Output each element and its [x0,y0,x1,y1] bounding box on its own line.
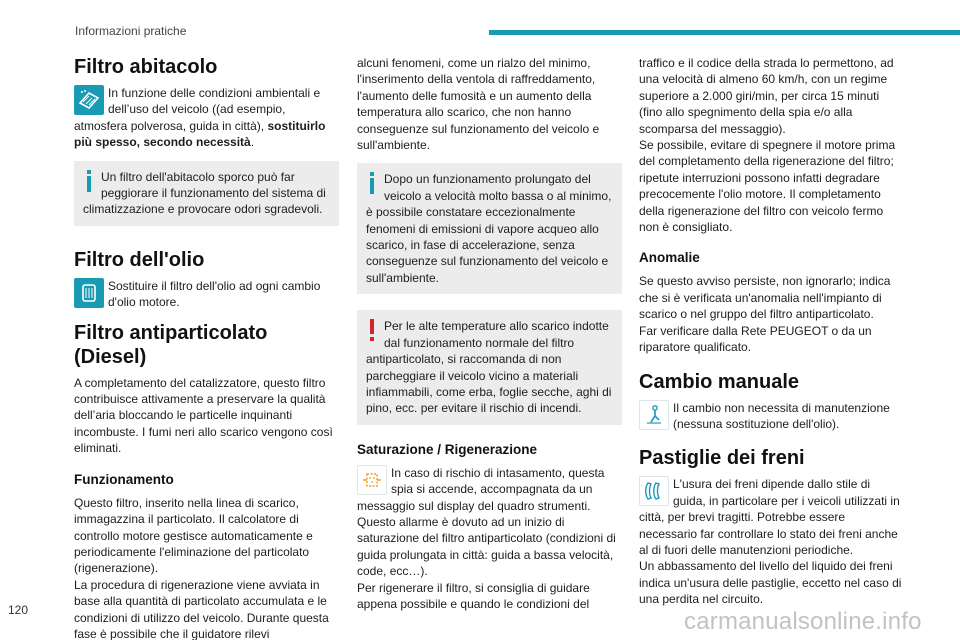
column-3 [639,55,904,608]
regeneration-paragraph-1: traffico e il codice della strada lo permettono, ad una velocità di almeno 60 km/h, con un regime superiore a 2.000 giri/min, per circa 15 minuti (fino allo spegnimento della spia e/o alla scomparsa del messaggio). [639,56,894,136]
oil-filter-icon [74,278,104,308]
gearbox-block [639,400,904,433]
cabin-filter-info-note [74,161,339,226]
anomalies-paragraph-2: Far verificare dalla Rete PEUGEOT o da un riparatore qualificato. [639,323,872,355]
dpf-title: Filtro antiparticolato (Diesel) [74,321,268,368]
brakes-paragraph-2: Un abbassamento del livello del liquido dei freni indica un'usura delle pastiglie, eccetto nel caso di una perdita nel circuito. [639,559,902,607]
brakes-paragraph-1: L'usura dei freni dipende dallo stile di guida, in particolare per i veicoli utilizzati in città, per brevi tragitti. Potrebbe essere necessario far controllare lo stato dei freni anche al di fuori delle manutenzioni periodiche. [639,477,900,557]
saturation-paragraph-1: In caso di rischio di intasamento, questa spia si accende, accompagnata da un messaggio sul display del quadro strumenti. Questo allarme è dovuto ad un inizio di saturazione del filtro antiparticolato (condizioni di guida prolungata in città: guida a bassa velocità, code, ecc…). [357,465,616,579]
cabin-filter-text-bold: sostituirlo più spesso, secondo necessità [74,118,326,150]
oil-filter-block [74,278,339,311]
gearbox-icon [639,400,669,430]
warning-icon [366,319,378,341]
anomalies-title: Anomalie [639,250,700,266]
operation-title: Funzionamento [74,471,174,487]
oil-filter-title: Filtro dell'olio [74,248,205,271]
cabin-filter-icon [74,85,104,115]
oil-filter-text: Sostituire il filtro dell'olio ad ogni cambio d'olio motore. [108,278,321,310]
page-number: 120 [8,603,29,617]
watermark: carmanualsonline.info [684,608,922,635]
header-accent-bar [489,30,960,35]
brakes-block [639,476,904,558]
cabin-filter-title: Filtro abitacolo [74,56,218,78]
cabin-filter-text-end: . [250,135,255,150]
operation-paragraph-2: La procedura di rigenerazione viene avviata in base alla quantità di particolato accumulata e le condizioni di utilizzo del veicolo. Durante questa fase è possibile che il guidatore rilevi [74,577,329,640]
info-icon [366,172,378,194]
regeneration-paragraph-2: Se possibile, evitare di spegnere il motore prima del completamento della rigenerazione del filtro; ripetute interruzioni possono infatti degradare precocemente l'olio motore. Il completamento della rigenerazione del filtro con veicolo fermo non è consigliato. [639,138,896,235]
dpf-warning-icon [357,465,387,495]
operation-paragraph-1: Questo filtro, inserito nella linea di scarico, immagazzina il particolato. Il calcolatore di controllo motore gestisce automaticamente e periodicamente l'eliminazione del particolato (rigenerazione). [74,495,313,576]
dpf-continuation-text: alcuni fenomeni, come un rialzo del minimo, l'inserimento della ventola di raffreddamento, l'aumento delle fumosità e un aumento della temperatura allo scarico, che non hanno conseguenze sul funzionamento del veicolo e sull'ambiente. [357,56,600,153]
gearbox-text: Il cambio non necessita di manutenzione (nessuna sostituzione dell'olio). [673,400,890,431]
saturation-title: Saturazione / Rigenerazione [357,441,538,457]
dpf-info-note-text: Dopo un funzionamento prolungato del veicolo a velocità molto bassa o al minimo, è possibile constatare eccezionalmente fenomeni di emissioni di vapore acqueo allo scarico, in fase di accelerazione, senza conseguenze sul funzionamento del veicolo e sull'ambiente. [366,172,612,285]
dpf-info-note [357,163,622,294]
gearbox-title: Cambio manuale [639,370,800,393]
dpf-warning-note-text: Per le alte temperature allo scarico indotte dal funzionamento normale del filtro antiparticolato, si raccomanda di non parcheggiare il veicolo vicino a materiali infiammabili, come erba, foglie secche, aghi di pino, ecc. per evitare il rischio di incendi. [366,319,612,416]
cabin-filter-block [74,85,339,151]
dpf-warning-note [357,310,622,424]
column-2 [357,55,622,612]
saturation-paragraph-2: Per rigenerare il filtro, si consiglia di guidare appena possibile e quando le condizioni del [357,580,590,611]
column-1 [74,55,339,640]
section-header: Informazioni pratiche [75,24,187,38]
brake-pads-icon [639,476,669,506]
info-icon [83,170,95,192]
dpf-text: A completamento del catalizzatore, questo filtro contribuisce attivamente a preservare la qualità dell’aria bloccando le particelle inquinanti incombuste. I fumi neri allo scarico vengono così eliminati. [74,375,333,456]
brakes-title: Pastiglie dei freni [639,447,805,470]
saturation-block [357,465,622,580]
cabin-filter-note-text: Un filtro dell'abitacolo sporco può far peggiorare il funzionamento del sistema di climatizzazione e provocare odori sgradevoli. [83,169,326,217]
anomalies-paragraph-1: Se questo avviso persiste, non ignorarlo; indica che si è verificata un'anomalia nell'impianto di scarico o nel gruppo del filtro antiparticolato. [639,274,891,322]
cabin-filter-text [74,85,339,151]
cabin-filter-text-main: In funzione delle condizioni ambientali e dell’uso del veicolo ((ad esempio, atmosfera polverosa, guida in città), [74,86,321,133]
